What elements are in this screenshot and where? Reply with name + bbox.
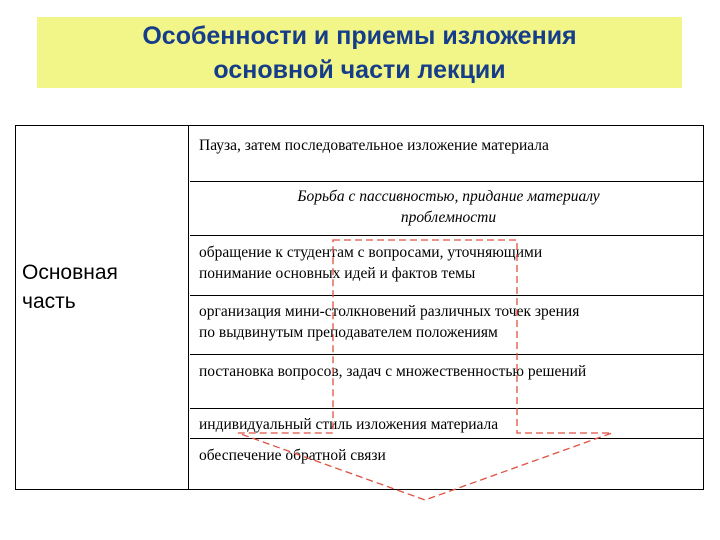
main-part-label-line-1: Основная [22, 261, 118, 284]
row-text: индивидуальный стиль изложения материала [199, 416, 499, 433]
row-text-line-2: по выдвинутым преподавателем положениям [199, 324, 498, 341]
row-text-line-2: понимание основных идей и фактов темы [199, 265, 476, 282]
main-part-label-line-2: часть [22, 290, 76, 313]
arrow-outline-path [238, 240, 612, 500]
slide-title-line-2: основной части лекции [213, 55, 506, 84]
row-text-line-1: обращение к студентам с вопросами, уточняющими [199, 244, 543, 261]
slide-title-line-1: Особенности и приемы изложения [142, 21, 577, 50]
row-text: обеспечение обратной связи [199, 447, 386, 464]
row-text: постановка вопросов, задач с множественностью решений [199, 363, 587, 380]
row-text-line-1: Борьба с пассивностью, придание материалу [297, 188, 600, 205]
row-text-line-1: организация мини-столкновений различных точек зрения [199, 303, 580, 320]
row-text-line-2: проблемности [400, 209, 497, 226]
row-text: Пауза, затем последовательное изложение материала [199, 137, 549, 154]
